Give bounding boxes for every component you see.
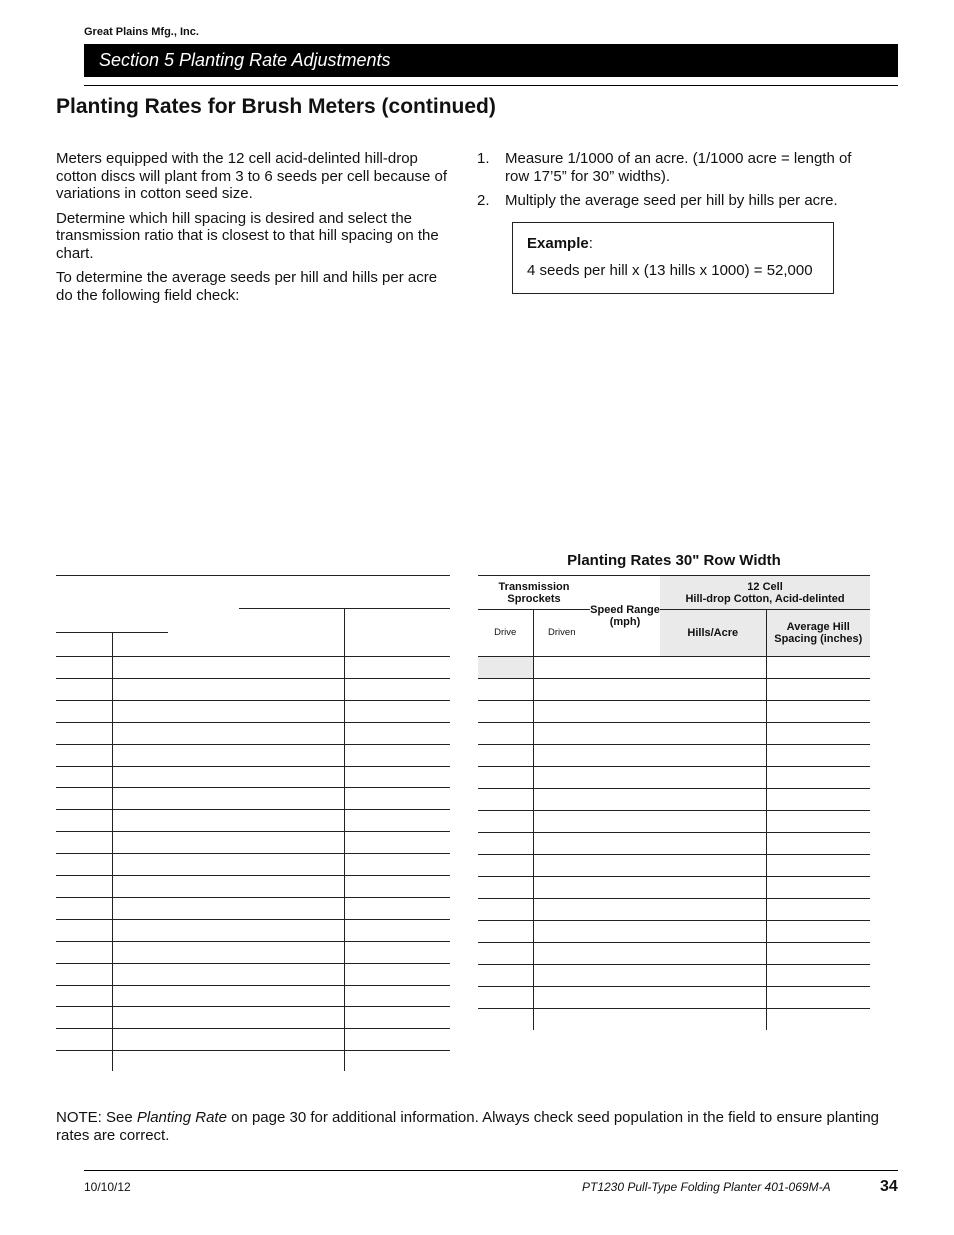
table-rule bbox=[56, 1028, 450, 1029]
note-text: NOTE: See Planting Rate on page 30 for additional information. Always check seed population in the field to ensure planting rates are correct. bbox=[56, 1109, 880, 1144]
table-rule bbox=[56, 1006, 450, 1007]
page-title: Planting Rates for Brush Meters (continued) bbox=[56, 95, 496, 118]
table-cell bbox=[766, 833, 870, 855]
table-cell bbox=[478, 701, 533, 723]
table-cell bbox=[478, 679, 533, 701]
table-cell bbox=[533, 789, 766, 811]
table-row bbox=[478, 855, 870, 877]
table-rule bbox=[56, 941, 450, 942]
step-number: 2. bbox=[477, 192, 490, 209]
step-item bbox=[477, 150, 877, 185]
table-cell bbox=[533, 987, 766, 1009]
left-rate-table bbox=[56, 575, 450, 1071]
table-rule bbox=[56, 722, 450, 723]
group-header-line1: 12 Cell bbox=[747, 580, 783, 593]
table-cell bbox=[533, 1009, 766, 1031]
hills-acre-header: Hills/Acre bbox=[660, 610, 766, 657]
table-rule bbox=[56, 875, 450, 876]
table-row bbox=[478, 899, 870, 921]
table-cell bbox=[478, 745, 533, 767]
intro-text bbox=[56, 150, 451, 311]
example-box bbox=[512, 222, 834, 294]
table-cell bbox=[766, 877, 870, 899]
table-row bbox=[478, 811, 870, 833]
table-cell bbox=[766, 855, 870, 877]
table-cell bbox=[533, 877, 766, 899]
table-cell bbox=[533, 745, 766, 767]
table-row bbox=[478, 943, 870, 965]
table-cell bbox=[478, 723, 533, 745]
table-cell bbox=[533, 965, 766, 987]
table-cell bbox=[766, 701, 870, 723]
table-rule bbox=[56, 678, 450, 679]
table-cell bbox=[766, 745, 870, 767]
table-row bbox=[478, 745, 870, 767]
table-cell bbox=[478, 877, 533, 899]
table-cell bbox=[766, 965, 870, 987]
table-cell bbox=[478, 987, 533, 1009]
paragraph-1: Meters equipped with the 12 cell acid-delinted hill-drop cotton discs will plant from 3 to 6 seeds per cell because of variations in cotton seed size. bbox=[56, 150, 448, 202]
table-cell bbox=[478, 855, 533, 877]
section-header-bar bbox=[84, 44, 898, 77]
table-cell bbox=[533, 701, 766, 723]
table-cell bbox=[533, 855, 766, 877]
table-cell bbox=[533, 921, 766, 943]
table-row bbox=[478, 1009, 870, 1031]
table-cell bbox=[533, 657, 766, 679]
footer-document-id: PT1230 Pull-Type Folding Planter 401-069M-A bbox=[582, 1180, 831, 1194]
table-cell bbox=[478, 965, 533, 987]
table-cell bbox=[478, 1009, 533, 1031]
table-cell bbox=[478, 657, 533, 679]
table-cell bbox=[766, 899, 870, 921]
table-cell bbox=[766, 1009, 870, 1031]
table-cell bbox=[766, 657, 870, 679]
table-cell bbox=[478, 811, 533, 833]
table-rule bbox=[112, 632, 113, 1071]
table-row bbox=[478, 987, 870, 1009]
table-row bbox=[478, 833, 870, 855]
table-row bbox=[478, 965, 870, 987]
table-cell bbox=[478, 789, 533, 811]
table-cell bbox=[478, 767, 533, 789]
planting-rate-reference: Planting Rate bbox=[136, 1109, 227, 1126]
table-rule bbox=[56, 919, 450, 920]
page-number: 34 bbox=[880, 1178, 898, 1195]
table-rule bbox=[56, 985, 450, 986]
table-rule bbox=[56, 831, 450, 832]
table-cell bbox=[766, 767, 870, 789]
table-cell bbox=[766, 723, 870, 745]
table-rule bbox=[56, 853, 450, 854]
table-row bbox=[478, 767, 870, 789]
table-row bbox=[478, 701, 870, 723]
table-rule bbox=[56, 744, 450, 745]
speed-range-header: Speed Range (mph) bbox=[590, 604, 660, 628]
example-label: Example: bbox=[527, 235, 593, 252]
table-rule bbox=[56, 809, 450, 810]
table-cell bbox=[533, 767, 766, 789]
table-cell bbox=[478, 943, 533, 965]
step-text: Multiply the average seed per hill by hills per acre. bbox=[505, 192, 838, 209]
table-cell bbox=[478, 833, 533, 855]
table-cell bbox=[478, 921, 533, 943]
footer-date: 10/10/12 bbox=[84, 1180, 131, 1194]
table-cell bbox=[766, 987, 870, 1009]
paragraph-3: To determine the average seeds per hill and hills per acre do the following field check: bbox=[56, 269, 438, 304]
example-text: 4 seeds per hill x (13 hills x 1000) = 52,000 bbox=[527, 262, 813, 279]
step-text: Measure 1/1000 of an acre. (1/1000 acre = length of row 17’5” for 30” widths). bbox=[505, 150, 852, 185]
driven-header: Driven bbox=[548, 627, 576, 638]
table-row bbox=[478, 657, 870, 679]
group-header-line2: Hill-drop Cotton, Acid-delinted bbox=[685, 592, 845, 605]
table-rule bbox=[56, 1050, 450, 1051]
group-header bbox=[660, 576, 870, 610]
table-cell bbox=[766, 679, 870, 701]
table-cell bbox=[533, 899, 766, 921]
table-rule bbox=[344, 608, 345, 1071]
company-name: Great Plains Mfg., Inc. bbox=[84, 26, 199, 38]
table-row bbox=[478, 921, 870, 943]
header-rule bbox=[84, 85, 898, 86]
table-rule bbox=[56, 575, 450, 576]
table-rule bbox=[56, 963, 450, 964]
table-rule bbox=[56, 700, 450, 701]
planting-rate-table bbox=[478, 575, 870, 1030]
table-row bbox=[478, 723, 870, 745]
step-number: 1. bbox=[477, 150, 490, 167]
table-rule bbox=[56, 897, 450, 898]
paragraph-2: Determine which hill spacing is desired and select the transmission ratio that is closest to that hill spacing on the chart. bbox=[56, 209, 439, 262]
drive-header: Drive bbox=[478, 610, 533, 657]
table-rule bbox=[56, 766, 450, 767]
table-cell bbox=[766, 921, 870, 943]
table-cell bbox=[766, 789, 870, 811]
table-cell bbox=[533, 811, 766, 833]
section-title: Section 5 Planting Rate Adjustments bbox=[99, 50, 391, 70]
field-check-steps bbox=[477, 150, 877, 217]
step-item bbox=[477, 192, 877, 210]
avg-spacing-header: Average Hill Spacing (inches) bbox=[766, 610, 870, 657]
transmission-sprockets-header: Transmission Sprockets bbox=[498, 581, 570, 605]
table-cell bbox=[766, 811, 870, 833]
table-cell bbox=[766, 943, 870, 965]
table-row bbox=[478, 789, 870, 811]
table-cell bbox=[533, 943, 766, 965]
table-rule bbox=[56, 787, 450, 788]
table-rule bbox=[56, 656, 450, 657]
table-row bbox=[478, 679, 870, 701]
footer-rule bbox=[84, 1170, 898, 1171]
table-row bbox=[478, 877, 870, 899]
table-cell bbox=[533, 723, 766, 745]
table-title: Planting Rates 30" Row Width bbox=[567, 552, 781, 569]
table-cell bbox=[478, 899, 533, 921]
table-cell bbox=[533, 833, 766, 855]
table-cell bbox=[533, 679, 766, 701]
